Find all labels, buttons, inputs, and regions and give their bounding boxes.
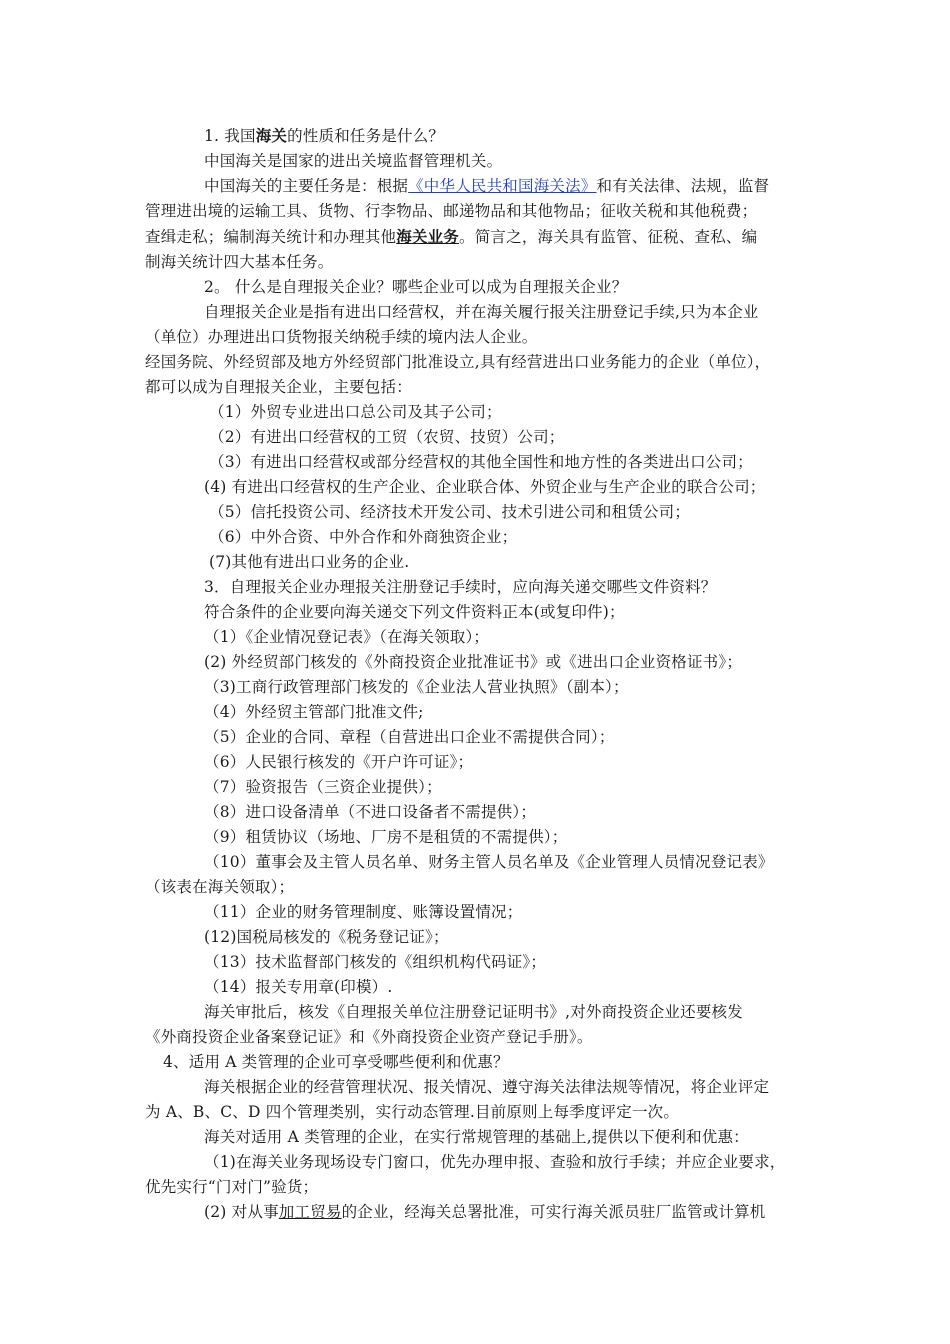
q1-title-prefix: 1. 我国	[204, 127, 256, 145]
q2-para1-line2: （单位）办理进出口货物报关纳税手续的境内法人企业。	[145, 328, 538, 346]
q4-para1-line1: 海关根据企业的经营管理状况、报关情况、遵守海关法律法规等情况，将企业评定	[204, 1078, 770, 1096]
q4-item1-line1: （1)在海关业务现场设专门窗口，优先办理申报、查验和放行手续；并应企业要求，	[204, 1153, 786, 1171]
q1-task-line-2: 管理进出境的运输工具、货物、行李物品、邮递物品和其他物品；征收关税和其他税费；	[145, 202, 758, 220]
q3-title: 3．自理报关企业办理报关注册登记手续时，应向海关递交哪些文件资料？	[204, 578, 717, 596]
q3-approval-line1: 海关审批后，核发《自理报关单位注册登记证明书》,对外商投资企业还要核发	[204, 1003, 743, 1021]
customs-business-link[interactable]: 海关业务	[396, 227, 460, 246]
q3-list-item: （4）外经贸主管部门批准文件;	[204, 703, 424, 721]
q2-list-item: （6）中外合资、中外合作和外商独资企业；	[209, 528, 518, 546]
q4-item2-suffix: 的企业，经海关总署批准，可实行海关派员驻厂监管或计算机	[341, 1203, 766, 1221]
q2-list-item: （3）有进出口经营权或部分经营权的其他全国性和地方性的各类进出口公司；	[209, 453, 753, 471]
q4-item2-line1	[204, 1201, 766, 1223]
q3-list-item: (2) 外经贸部门核发的《外商投资企业批准证书》或《进出口企业资格证书》；	[204, 653, 743, 671]
q2-list-item: （2）有进出口经营权的工贸（农贸、技贸）公司；	[209, 428, 565, 446]
q1-task-prefix: 中国海关的主要任务是：根据	[204, 177, 409, 195]
q2-para1-line1: 自理报关企业是指有进出口经营权，并在海关履行报关注册登记手续,只为本企业	[204, 303, 759, 321]
q1-title-suffix: 的性质和任务是什么？	[287, 127, 445, 145]
q2-list-item: （5）信托投资公司、经济技术开发公司、技术引进公司和租赁公司；	[209, 503, 691, 521]
q4-item2-prefix: (2) 对从事	[204, 1203, 279, 1221]
q3-list-item: （3)工商行政管理部门核发的《企业法人营业执照》（副本）；	[204, 678, 629, 696]
q2-list-item: (4) 有进出口经营权的生产企业、企业联合体、外贸企业与生产企业的联合公司；	[204, 478, 766, 496]
q3-list-item: （9）租赁协议（场地、厂房不是租赁的不需提供）；	[204, 828, 568, 846]
q1-task-line-4: 制海关统计四大基本任务。	[145, 253, 334, 271]
q4-para2: 海关对适用 A 类管理的企业，在实行常规管理的基础上,提供以下便利和优惠：	[204, 1128, 749, 1146]
q3-list-item: （10）董事会及主管人员名单、财务主管人员名单及《企业管理人员情况登记表》	[204, 853, 774, 871]
q2-title: 2。 什么是自理报关企业？哪些企业可以成为自理报关企业？	[204, 278, 628, 296]
q1-customs-keyword: 海关	[255, 126, 288, 145]
q4-item1-line2: 优先实行“门对门”验货；	[145, 1178, 319, 1196]
q4-title: 4、适用 A 类管理的企业可享受哪些便利和优惠？	[163, 1053, 509, 1071]
q3-list-item: （14）报关专用章(印模）.	[204, 978, 393, 996]
q3-list-item: （13）技术监督部门核发的《组织机构代码证》；	[204, 953, 547, 971]
q3-list-item: （5）企业的合同、章程（自营进出口企业不需提供合同）；	[204, 728, 615, 746]
q3-intro: 符合条件的企业要向海关递交下列文件资料正本(或复印件)；	[204, 603, 625, 621]
q3-list-item: （1）《企业情况登记表》（在海关领取）；	[204, 628, 490, 646]
q2-para2-line1: 经国务院、外经贸部及地方外经贸部门批准设立,具有经营进出口业务能力的企业（单位），	[145, 353, 771, 371]
q1-title	[204, 125, 444, 147]
q1-task3-suffix: 。简言之，海关具有监管、征税、查私、编	[459, 228, 758, 246]
q3-list-item: （6）人民银行核发的《开户许可证》；	[204, 753, 474, 771]
q1-task3-prefix: 查缉走私；编制海关统计和办理其他	[145, 228, 397, 246]
q2-list-item: (7)其他有进出口业务的企业.	[209, 553, 410, 571]
q2-para2-line2: 都可以成为自理报关企业，主要包括：	[145, 378, 412, 396]
q3-list-item: （8）进口设备清单（不进口设备者不需提供）；	[204, 803, 537, 821]
q3-list-item: （11）企业的财务管理制度、账簿设置情况；	[204, 903, 523, 921]
processing-trade-link[interactable]: 加工贸易	[278, 1203, 342, 1221]
q2-list-item: （1）外贸专业进出口总公司及其子公司；	[209, 403, 502, 421]
q3-list-item-continued: （该表在海关领取）；	[145, 878, 295, 896]
q1-task-line-3	[145, 226, 757, 248]
customs-law-link[interactable]: 《中华人民共和国海关法》	[408, 177, 597, 195]
q1-answer-line: 中国海关是国家的进出关境监督管理机关。	[204, 152, 503, 170]
q4-para1-line2: 为 A、B、C、D 四个管理类别，实行动态管理.目前原则上每季度评定一次。	[145, 1103, 680, 1121]
q3-list-item: （7）验资报告（三资企业提供）；	[204, 778, 442, 796]
q3-approval-line2: 《外商投资企业备案登记证》和《外商投资企业资产登记手册》。	[145, 1028, 593, 1046]
q1-task-suffix: 和有关法律、法规，监督	[596, 177, 770, 195]
q3-list-item: (12)国税局核发的《税务登记证》；	[204, 928, 449, 946]
q1-task-line	[204, 175, 769, 197]
